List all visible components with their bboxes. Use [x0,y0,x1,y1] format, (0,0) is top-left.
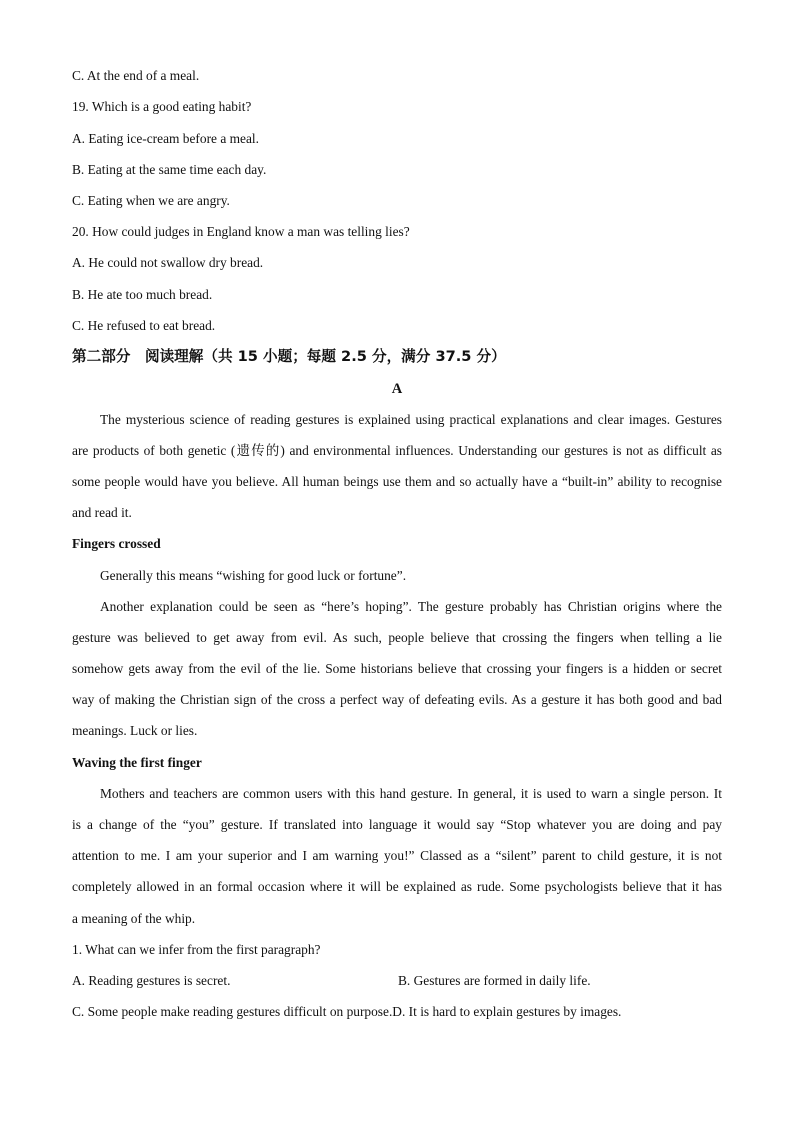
intro-line-4: and read it. [72,505,132,520]
waving-finger-paragraph-line-1: Mothers and teachers are common users with this hand gesture. In general, it is used to warn a single person. It [100,786,722,801]
intro-line-3: some people would have you believe. All human beings use them and so actually have a “built-in” ability to recognise [72,474,722,489]
waving-finger-heading: Waving the first finger [72,755,202,770]
question-1: 1. What can we infer from the first paragraph? [72,942,321,957]
fingers-crossed-paragraph-line-5: meanings. Luck or lies. [72,723,198,738]
q20-question: 20. How could judges in England know a man was telling lies? [72,224,410,239]
waving-finger-paragraph-line-4: completely allowed in an formal occasion where it will be explained as rude. Some psychologists believe that it has [72,879,722,894]
q19-question: 19. Which is a good eating habit? [72,99,252,114]
fingers-crossed-paragraph-line-1: Another explanation could be seen as “here’s hoping”. The gesture probably has Christian origins where the [100,599,722,614]
question-1-options-c-d: C. Some people make reading gestures difficult on purpose.D. It is hard to explain gestures by images. [72,1004,622,1019]
q19-option-b: B. Eating at the same time each day. [72,162,267,177]
q18-option-c: C. At the end of a meal. [72,68,200,83]
section-two-heading: 第二部分 阅读理解（共 15 小题；每题 2.5 分，满分 37.5 分） [72,348,506,365]
q19-option-c: C. Eating when we are angry. [72,193,230,208]
waving-finger-paragraph-line-5: a meaning of the whip. [72,911,196,926]
waving-finger-paragraph-line-3: attention to me. I am your superior and I am warning you!” Classed as a “silent” parent to child gesture, it is not [72,848,722,863]
question-1-option-b: B. Gestures are formed in daily life. [398,973,591,988]
intro-line-2: are products of both genetic (遗传的) and environmental influences. Understanding our gestures is not as difficult as [72,443,722,458]
intro-line-1: The mysterious science of reading gestures is explained using practical explanations and clear images. Gestures [100,412,722,427]
fingers-crossed-line-1: Generally this means “wishing for good luck or fortune”. [100,568,407,583]
fingers-crossed-heading: Fingers crossed [72,536,161,551]
fingers-crossed-paragraph-line-2: gesture was believed to get away from evil. As such, people believe that crossing the fingers when telling a lie [72,630,722,645]
passage-label: A [391,381,403,397]
waving-finger-paragraph-line-2: is a change of the “you” gesture. If translated into language it would say “Stop whatever you are doing and pay [72,817,722,832]
q20-option-c: C. He refused to eat bread. [72,318,216,333]
q19-option-a: A. Eating ice-cream before a meal. [72,131,259,146]
fingers-crossed-paragraph-line-4: way of making the Christian sign of the cross a perfect way of defeating evils. As a gesture it has both good and bad [72,692,722,707]
fingers-crossed-paragraph-line-3: somehow gets away from the evil of the lie. Some historians believe that crossing your fingers is a hidden or secret [72,661,722,676]
question-1-option-a: A. Reading gestures is secret. [72,973,231,988]
q20-option-a: A. He could not swallow dry bread. [72,255,264,270]
q20-option-b: B. He ate too much bread. [72,287,213,302]
